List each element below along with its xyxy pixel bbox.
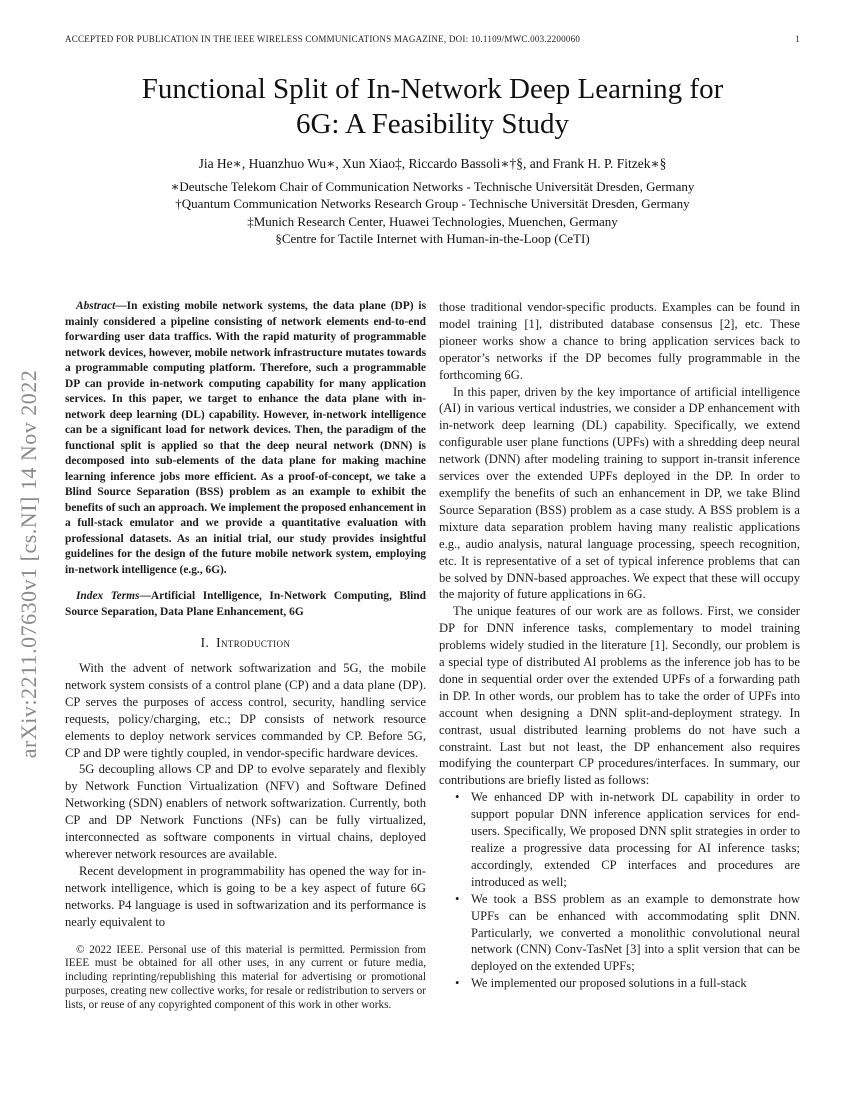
abstract-text: In existing mobile network systems, the data plane (DP) is mainly considered a pipeline consisting of network elements end-to-end forwarding user data traffics. With the rapid maturity of programmable network devices, however, mobile network infrastructure mutates towards a programmable computing platform. Therefore, such a programmable DP can provide in-network computing capability for many application services. In this paper, we target to enhance the data plane with in-network deep learning (DL) capability. However, in-network intelligence can be a significant load for network devices. Then, the paradigm of the functional split is applied so that the deep neural network (DNN) is decomposed into sub-elements of the data plane for making machine learning inference jobs more efficient. As a proof-of-concept, we take a Blind Source Separation (BSS) problem as an example to exhibit the benefits of such an approach. We implement the proposed enhancement in a full-stack emulator and we provide a quantitative evaluation with professional datasets. As an initial trial, our study provides insightful guidelines for the design of the future mobile network system, employing in-network intelligence (e.g., 6G).: [65, 300, 426, 576]
affiliation-line: ∗Deutsche Telekom Chair of Communication Networks - Technische Universität Dresden, Germany: [170, 178, 695, 194]
header-publication-note: ACCEPTED FOR PUBLICATION IN THE IEEE WIRELESS COMMUNICATIONS MAGAZINE, DOI: 10.1109/MWC.003.2200060: [65, 34, 581, 44]
right-column: [439, 299, 800, 1024]
arxiv-watermark: arXiv:2211.07630v1 [cs.NI] 14 Nov 2022: [16, 369, 41, 759]
page-number: 1: [795, 34, 800, 44]
section-number: I.: [200, 635, 210, 650]
affiliations-block: [65, 178, 800, 248]
body-paragraph: In this paper, driven by the key importance of artificial intelligence (AI) in various vertical industries, we consider a DP enhancement with in-network deep learning (DL) capability. Specifically, we extend configurable user plane functions (UPFs) with a shredding deep neural network (DNN) after modeling training to support in-transit inference services over the extended UPFs deployed in the DP. In order to exemplify the benefits of such an enhancement in DP, we take Blind Source Separation (BSS) problem as a case study. A BSS problem is a mixture data separation problem having many realistic applications e.g., audio analysis, natural language processing, speech recognition, etc. It is representative of a set of typical inference problems that can be solved by DNN-based approaches. We expect that these will occupy the majority of future applications in 6G.: [439, 384, 800, 602]
contribution-item: • We implemented our proposed solutions in a full-stack: [439, 975, 800, 992]
contributions-list: [439, 789, 800, 992]
copyright-notice: © 2022 IEEE. Personal use of this material is permitted. Permission from IEEE must be obtained for all other uses, in any current or future media, including reprinting/republishing this material for advertising or promotional purposes, creating new collective works, for resale or redistribution to servers or lists, or reuse of any copyrighted component of this work in other works.: [65, 943, 426, 1011]
section-heading-introduction: [65, 635, 426, 651]
two-column-body: [65, 299, 800, 1024]
body-paragraph: The unique features of our work are as follows. First, we consider DP for DNN inference tasks, complementary to model training problems widely studied in the literature [1]. Secondly, our problem is a special type of distributed AI problems as the inference job has to be done in sequential order over the extended UPFs of a forwarding path in DP. In other words, our problem has to take the order of UPFs into account when designing a DNN split-and-deployment strategy. In contrast, usual distributed learning problems do not have such a constraint. Last but not least, the DP enhancement also requires modifying the counterpart CP procedures/interfaces. In summary, our contributions are briefly listed as follows:: [439, 604, 800, 788]
intro-paragraph: With the advent of network softwarization and 5G, the mobile network system consists of a control plane (CP) and a data plane (DP). CP serves the purposes of access control, security, handling service requests, policy/charging, etc.; DP consists of network resource elements to deploy network services commanded by CP. Before 5G, CP and DP were tightly coupled, in vendor-specific hardware devices.: [65, 661, 426, 760]
index-terms-paragraph: [65, 589, 426, 620]
running-header: [65, 34, 800, 44]
abstract-paragraph: [65, 299, 426, 578]
abstract-dash: —: [115, 300, 127, 312]
index-terms-text: Artificial Intelligence, In-Network Computing, Blind Source Separation, Data Plane Enhancement, 6G: [65, 590, 426, 618]
intro-paragraph: 5G decoupling allows CP and DP to evolve separately and flexibly by Network Function Virtualization (NFV) and Software Defined Networking (SDN) enablers of network softwarization. Currently, both CP and DP Network Functions (NFs) can be fully virtualized, interconnected as software components in virtual chains, deployed wherever network resources are available.: [65, 762, 426, 861]
index-terms-label: Index Terms: [76, 590, 140, 602]
affiliation-line: ‡Munich Research Center, Huawei Technologies, Muenchen, Germany: [247, 213, 618, 229]
body-paragraph: those traditional vendor-specific products. Examples can be found in model training [1], distributed database consensus [2], etc. These pioneer works show a chance to bring application services back to operator’s networks if the DP becomes fully programmable in the forthcoming 6G.: [439, 300, 800, 382]
paper-title-line2: 6G: A Feasibility Study: [295, 108, 570, 141]
section-title: Introduction: [216, 635, 291, 650]
index-terms-dash: —: [139, 590, 151, 602]
title-block: [65, 72, 800, 248]
affiliation-line: §Centre for Tactile Internet with Human-in-the-Loop (CeTI): [275, 231, 590, 247]
left-column: [65, 299, 426, 1024]
paper-title-line1: Functional Split of In-Network Deep Learning for: [141, 73, 724, 105]
contribution-item: • We took a BSS problem as an example to demonstrate how UPFs can be enhanced with accommodating split DNN. Particularly, we converted a monolithic convolutional neural network (CNN) Conv-TasNet [3] into a split version that can be deployed on the extended UPFs;: [439, 891, 800, 976]
authors-line: Jia He∗, Huanzhuo Wu∗, Xun Xiao‡, Riccardo Bassoli∗†§, and Frank H. P. Fitzek∗§: [198, 155, 667, 171]
paper-title: [65, 72, 800, 143]
abstract-label: Abstract: [76, 300, 116, 312]
intro-paragraph: Recent development in programmability has opened the way for in-network intelligence, which is going to be a key aspect of future 6G networks. P4 language is used in softwarization and its performance is nearly equivalent to: [65, 863, 426, 929]
affiliation-line: †Quantum Communication Networks Research Group - Technische Universität Dresden, Germany: [175, 196, 690, 212]
contribution-item: • We enhanced DP with in-network DL capability in order to support popular DNN inference application services for end-users. Specifically, We proposed DNN split strategies in order to realize a progressive data processing for AI inference tasks; accordingly, extended CP interfaces and procedures are introduced as well;: [439, 789, 800, 890]
